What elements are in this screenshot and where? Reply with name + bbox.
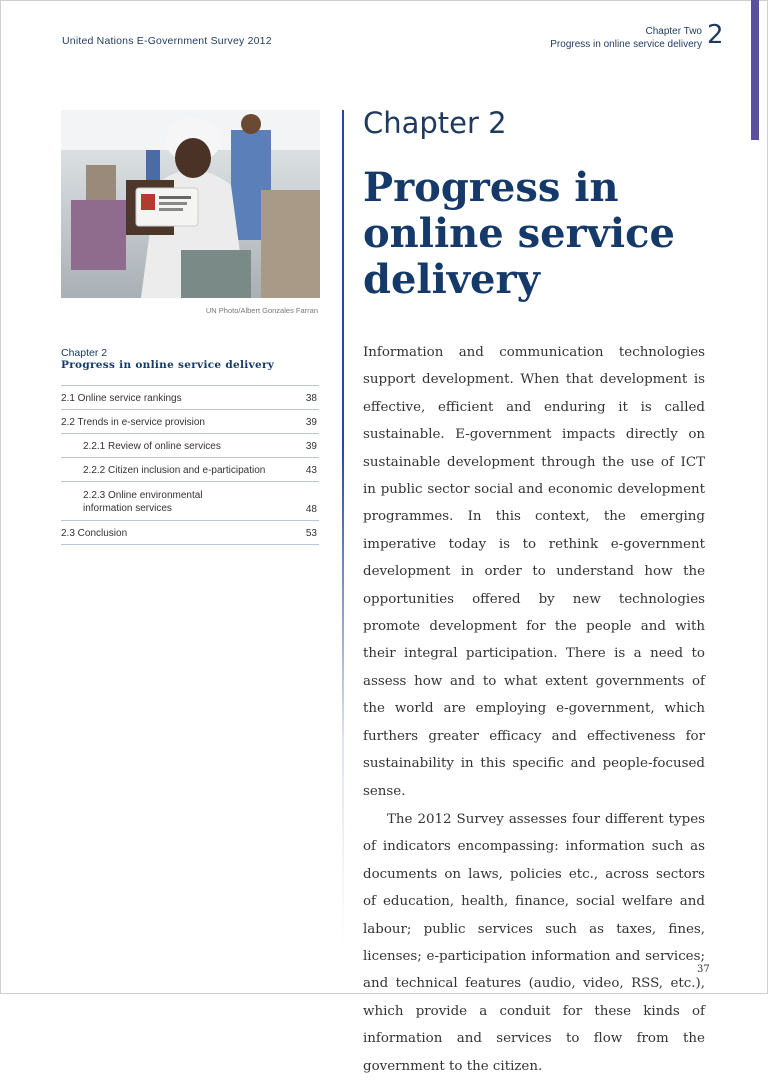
photo-illustration (61, 110, 320, 298)
running-header-right (550, 25, 702, 51)
toc-row[interactable] (61, 434, 319, 458)
body-text (363, 339, 705, 1080)
toc-row-label: 2.2.1 Review of online services (83, 441, 221, 452)
chapter-label: Chapter 2 (363, 106, 507, 140)
toc-row[interactable] (61, 385, 319, 410)
toc-row-label: 2.1 Online service rankings (61, 393, 182, 404)
toc-row-page: 38 (305, 393, 317, 404)
toc-subheading: Progress in online service delivery (61, 359, 275, 371)
photo-caption: UN Photo/Albert Gonzales Farran (205, 306, 318, 315)
toc-row-page: 53 (305, 528, 317, 539)
vertical-rule (342, 110, 344, 950)
toc-row-label: 2.3 Conclusion (61, 528, 128, 539)
toc-row-page: 48 (305, 504, 317, 515)
toc-row[interactable] (61, 410, 319, 434)
running-header-left: United Nations E-Government Survey 2012 (62, 35, 272, 47)
toc-heading: Chapter 2 (61, 347, 108, 359)
running-header-chapter-number: 2 (707, 20, 724, 50)
running-header-title: Progress in online service delivery (550, 39, 702, 50)
toc-row[interactable] (61, 521, 319, 545)
toc-row-label: 2.2.3 Online environmental information services (83, 490, 203, 514)
toc-row-page: 43 (305, 465, 317, 476)
chapter-title: Progress in online service delivery (363, 164, 675, 303)
table-of-contents (61, 347, 319, 545)
toc-row[interactable] (61, 482, 319, 521)
running-header-chapter: Chapter Two (645, 26, 702, 37)
toc-row[interactable] (61, 458, 319, 482)
body-paragraph: Information and communication technologies support development. When that development is effective, efficient and enduring it is called sustainable. E-government impacts directly on sustainable development through the use of ICT in public sector social and economic development programmes. In this context, the emerging imperative today is to rethink e-government development in order to understand how the opportunities offered by new technologies promote development for the people and with their integral participation. There is a need to assess how and to what extent governments of the world are employing e-government, which furthers greater efficacy and effectiveness for sustainability in this specific and people-focused sense. (363, 345, 705, 799)
toc-row-label: 2.2 Trends in e-service provision (61, 417, 205, 428)
toc-row-label: 2.2.2 Citizen inclusion and e-participation (83, 465, 266, 476)
toc-row-page: 39 (305, 417, 317, 428)
body-paragraph: The 2012 Survey assesses four different types of indicators encompassing: information such as documents on laws, policies etc., across sectors of education, health, finance, social welfare and labour; public services such as taxes, fines, licenses; e-participation information and services; and technical features (audio, video, RSS, etc.), which provide a conduit for these kinds of information and services to flow from the government to the citizen. (363, 811, 705, 1074)
page-number: 37 (697, 964, 710, 975)
chapter-edge-tab (751, 0, 759, 140)
toc-row-page: 39 (305, 441, 317, 452)
chapter-photo (61, 110, 320, 298)
